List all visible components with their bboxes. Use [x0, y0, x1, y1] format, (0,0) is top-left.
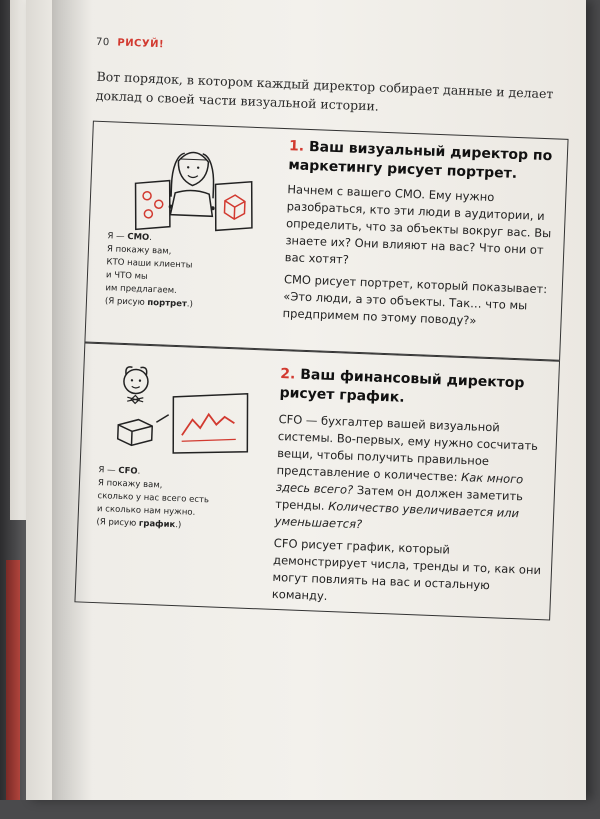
running-head-title: РИСУЙ! [117, 37, 165, 51]
cfo-caption-line3: сколько у нас всего есть [97, 491, 210, 506]
section1-paragraph2: CMO рисует портрет, который показывает: «Это люди, а это объекты. Так… что мы предпримем по этому поводу?» [282, 272, 548, 328]
section2-heading [279, 365, 548, 413]
cfo-caption-line1: Я — [98, 465, 119, 476]
cfo-caption [96, 464, 258, 535]
running-head [96, 37, 164, 51]
section2-paragraph2: CFO рисует график, который демонстрирует числа, тренды и то, как они могут повлиять на вас и остальную команду. [271, 535, 542, 603]
cmo-caption-line1: Я — [107, 231, 128, 243]
section1-body [282, 181, 555, 337]
section2-paragraph1-question1: Как много здесь всего? [275, 470, 524, 497]
cfo-caption-role: CFO [118, 465, 138, 477]
section2-paragraph1-c: Затем он должен заметить тренды. [275, 482, 524, 513]
cmo-caption [105, 230, 248, 313]
section2-paragraph1-question2: Количество увеличивается или уменьшается? [274, 498, 520, 532]
cmo-caption-line1-end: . [149, 232, 153, 243]
book-page [26, 0, 586, 800]
cmo-caption-line2: Я покажу вам, [106, 244, 172, 257]
cmo-caption-line3: КТО наши клиенты [106, 257, 193, 271]
section1-number: 1. [288, 138, 305, 155]
page-content [9, 0, 599, 819]
cmo-caption-portrait: портрет [147, 297, 188, 310]
intro-paragraph: Вот порядок, в котором каждый директор собирает данные и делает доклад о своей части визуальной истории. [95, 68, 554, 114]
cmo-caption-line6: (Я рисую [104, 296, 148, 308]
cfo-caption-line4: и сколько нам нужно. [96, 504, 196, 518]
section-box-cfo [74, 342, 560, 620]
cmo-caption-line5: им предлагаем. [105, 283, 177, 296]
cfo-caption-line2: Я покажу вам, [97, 478, 163, 491]
section1-paragraph1: Начнем с вашего CMO. Ему нужно разобраться, кто эти люди в аудитории, и определить, что за объекты вокруг вас. Вы знаете их? Они влияют на вас? Что они от вас хотят? [284, 182, 552, 267]
section2-paragraph1 [274, 411, 546, 540]
page-number: 70 [95, 36, 110, 49]
cmo-caption-role: CMO [127, 232, 150, 243]
cmo-caption-line6-end: .) [186, 299, 194, 310]
section1-heading [288, 137, 557, 185]
cfo-caption-graph: график [138, 518, 176, 531]
section2-number: 2. [280, 366, 296, 383]
section-box-cmo [84, 121, 568, 361]
section2-body [271, 411, 546, 618]
cmo-caption-line4: и ЧТО мы [105, 270, 148, 282]
cfo-caption-line5: (Я рисую [96, 517, 140, 529]
cfo-caption-line5-end: .) [175, 520, 182, 531]
cfo-graph-sketch [95, 354, 279, 471]
cfo-caption-line1-end: . [137, 466, 141, 477]
section2-paragraph1-a: CFO — бухгалтер вашей визуальной системы. Во-первых, ему нужно сосчитать вещи, чтобы получить правильное представление о количестве: [276, 411, 539, 485]
section2-heading-text: Ваш финансовый директор рисует график. [279, 366, 525, 406]
section1-heading-text: Ваш визуальный директор по маркетингу рисует портрет. [288, 138, 553, 182]
